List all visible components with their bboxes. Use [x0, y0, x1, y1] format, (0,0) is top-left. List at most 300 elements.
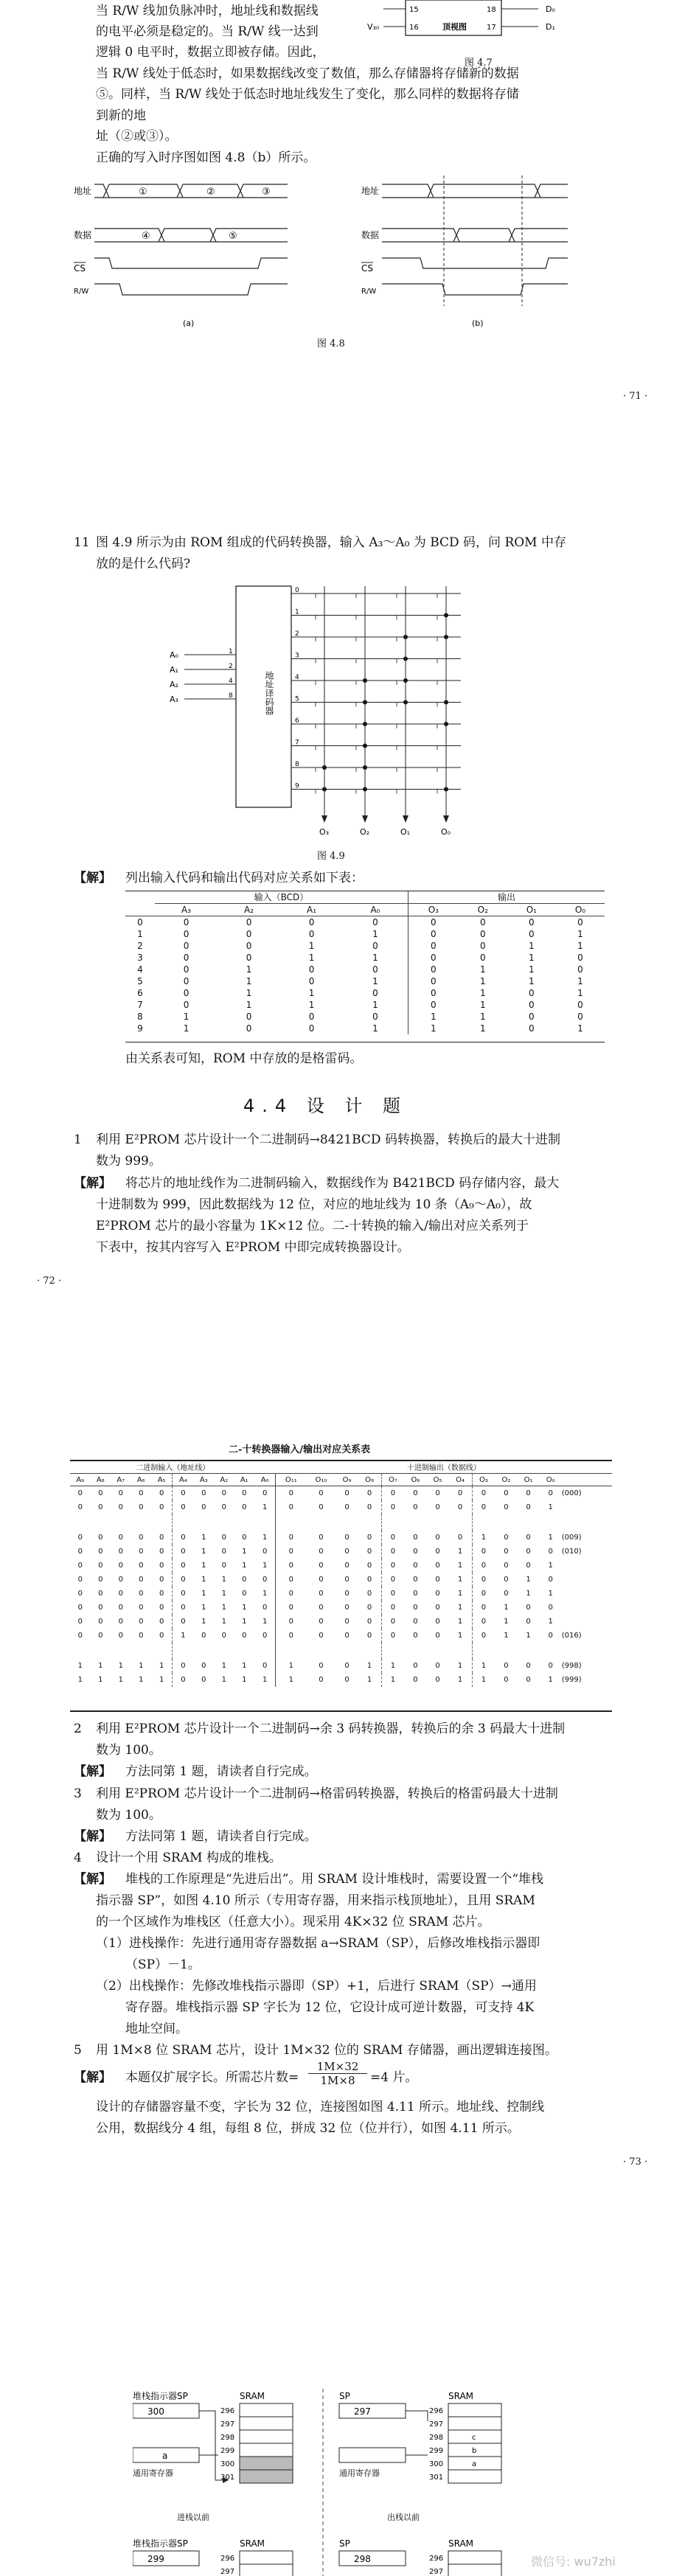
table-cell: 0	[221, 1534, 226, 1542]
table-cell: 0	[77, 1604, 83, 1612]
table-cell: 1	[457, 1548, 463, 1556]
table-cell	[91, 1643, 111, 1659]
table-cell: 0	[276, 1601, 307, 1615]
reg-label: 通用寄存器	[133, 2468, 173, 2478]
table-cell: 9	[137, 1023, 143, 1034]
text-line: （1）进栈操作：先进行通用寄存器数据 a→SRAM（SP），后修改堆栈指示器即	[96, 1936, 540, 1951]
column-header: O₁₀	[306, 1474, 335, 1486]
fig47-pin: 15	[409, 6, 419, 14]
table-cell: 0	[139, 1618, 144, 1626]
table-cell: 0	[77, 1618, 83, 1626]
sram-address: 296	[429, 2407, 444, 2415]
table-cell: 0	[408, 952, 458, 964]
table-cell: 0	[173, 1531, 194, 1545]
table-cell: (000)	[561, 1489, 582, 1497]
text-line: 指示器 SP”，如图 4.10 所示（专用寄存器，用来指示栈顶地址），且用 SRAM	[96, 1893, 535, 1908]
table-cell: 1	[262, 1534, 268, 1542]
table-cell	[381, 1514, 404, 1531]
text-line: 利用 E²PROM 芯片设计一个二进制码→余 3 码转换器，转换后的余 3 码最大十进制	[96, 1722, 566, 1736]
sram-cell	[448, 2551, 501, 2564]
sram-address: 298	[220, 2434, 235, 2442]
table-cell: 0	[183, 964, 189, 975]
row-label: 数据	[361, 230, 380, 240]
table-cell: 0	[413, 1534, 418, 1542]
table-row	[70, 1531, 612, 1545]
column-header: O₂	[459, 904, 507, 916]
table-cell	[173, 1643, 194, 1659]
table-cell: 0	[504, 1662, 509, 1670]
table-cell: 1	[479, 976, 486, 986]
text-line: 方法同第 1 题，请读者自行完成。	[125, 1829, 317, 1844]
table-cell: 0	[577, 953, 583, 963]
text-line: ⑤。同样，当 R/W 线处于低态时地址线发生了变化，那么同样的数据将存储	[96, 87, 519, 102]
sram-address: 299	[429, 2447, 444, 2455]
bin-bcd-table	[70, 1460, 612, 1687]
sram-address: 299	[220, 2447, 235, 2455]
text-line: =4 片。	[370, 2070, 418, 2085]
table-cell	[254, 1514, 276, 1531]
table-cell: 0	[529, 1000, 535, 1010]
column-header: O₂	[495, 1474, 517, 1486]
table-cell: 0	[577, 964, 583, 975]
table-cell: 0	[472, 1573, 495, 1587]
table-cell	[306, 1514, 335, 1531]
table-cell: 0	[183, 976, 189, 986]
text-line: 堆栈的工作原理是“先进后出”。用 SRAM 设计堆栈时，需要设置一个“堆栈	[125, 1872, 544, 1887]
sp-label: SP	[339, 2391, 350, 2401]
addr-mark: ③	[262, 187, 271, 198]
table-cell: 0	[183, 1000, 189, 1010]
table-cell: 0	[548, 1548, 553, 1556]
table-cell	[562, 1587, 612, 1601]
table-cell: 0	[504, 1590, 509, 1598]
table-cell: 0	[366, 1618, 372, 1626]
column-header: O₇	[381, 1474, 404, 1486]
table-cell: 0	[98, 1590, 103, 1598]
text-line: 十进制数为 999，因此数据线为 12 位，对应的地址线为 10 条（A₉～A₀），故	[96, 1197, 532, 1212]
column-header: O₃	[408, 904, 458, 916]
table-cell: 0	[526, 1618, 531, 1626]
column-header: A₀	[343, 904, 408, 916]
table-cell: 1	[457, 1662, 463, 1670]
table-cell	[404, 1643, 426, 1659]
table-cell: 1	[548, 1590, 553, 1598]
table-row	[70, 1673, 612, 1687]
table-cell: 0	[242, 1534, 247, 1542]
table-cell: 0	[173, 1601, 194, 1615]
table-cell: 0	[139, 1632, 144, 1640]
table-cell: 1	[457, 1562, 463, 1570]
table-row	[70, 1573, 612, 1587]
table-cell: 0	[183, 929, 189, 939]
table-cell	[131, 1514, 152, 1531]
table-cell	[111, 1643, 131, 1659]
input-label: A₂	[170, 680, 178, 689]
row-label: R/W	[74, 288, 89, 296]
table-cell: 0	[366, 1576, 372, 1584]
table-cell: 1	[479, 1012, 486, 1022]
table-cell: 0	[262, 1548, 268, 1556]
table-cell: 1	[457, 1632, 463, 1640]
table-cell: 0	[372, 988, 378, 998]
table-row	[70, 1486, 612, 1501]
table-cell: 0	[344, 1548, 350, 1556]
table-cell: 0	[366, 1489, 372, 1497]
table-cell: 0	[118, 1576, 123, 1584]
table-cell	[518, 1643, 540, 1659]
decoder-label: 地址译码器	[264, 671, 274, 715]
table-cell	[472, 1643, 495, 1659]
sram-address: 296	[220, 2555, 235, 2563]
panel-caption: 出栈以前	[387, 2513, 420, 2522]
sram-cell-value: a	[472, 2460, 477, 2468]
table-cell: 0	[276, 1545, 307, 1559]
table-cell: 0	[77, 1632, 83, 1640]
table-cell	[562, 1643, 612, 1659]
table-cell: 0	[381, 1486, 404, 1501]
table-row	[125, 1011, 605, 1023]
table-cell	[214, 1514, 234, 1531]
table-cell: 0	[526, 1548, 531, 1556]
fraction-bottom: 1M×8	[320, 2074, 355, 2087]
text-line: 数为 999。	[96, 1154, 161, 1169]
table-cell: 0	[118, 1590, 123, 1598]
output-arrow-icon	[443, 815, 449, 823]
column-header: O₀	[556, 904, 605, 916]
table-cell: 0	[139, 1548, 144, 1556]
table-cell: 0	[173, 1587, 194, 1601]
fig47-pin: 17	[487, 24, 496, 32]
fig47-pin: 18	[487, 6, 496, 14]
word-line-label: 0	[295, 587, 299, 594]
column-header: O₃	[472, 1474, 495, 1486]
text-line: 数为 100。	[96, 1808, 161, 1823]
text-line: 当 R/W 线加负脉冲时，地址线和数据线	[96, 4, 319, 18]
table-cell: 1	[262, 1562, 268, 1570]
table-cell: 0	[139, 1576, 144, 1584]
table-cell: 0	[98, 1562, 103, 1570]
table-cell	[336, 1514, 358, 1531]
table-cell: 1	[372, 1023, 378, 1034]
table-cell: 0	[276, 1615, 307, 1629]
table-row	[125, 916, 605, 929]
text-line: 址（②或③）。	[96, 129, 178, 144]
table-cell: 0	[504, 1576, 509, 1584]
table-cell: 1	[77, 1676, 83, 1684]
table-cell: 1	[242, 1548, 247, 1556]
column-header: O₀	[540, 1474, 562, 1486]
table-cell: 0	[526, 1534, 531, 1542]
table-cell	[404, 1514, 426, 1531]
table-cell: 0	[98, 1632, 103, 1640]
problem-number: 11	[74, 535, 90, 550]
table-cell: 1	[221, 1604, 226, 1612]
table-cell: 0	[381, 1531, 404, 1545]
table-cell: 0	[344, 1662, 350, 1670]
input-label: A₃	[170, 695, 178, 704]
text-line: 寄存器。堆栈指示器 SP 字长为 12 位，它设计成可逆计数器，可支持 4K	[125, 2000, 535, 2015]
text-line: 正确的写入时序图如图 4.8（b）所示。	[96, 150, 316, 165]
table-cell: 0	[201, 1503, 206, 1511]
sram-address: 296	[429, 2555, 444, 2563]
table-cell: 0	[159, 1590, 164, 1598]
table-cell: 0	[526, 1489, 531, 1497]
group-output-header: 输出	[408, 891, 605, 904]
column-header	[125, 904, 155, 916]
table-cell: 0	[173, 1673, 194, 1687]
table-cell	[562, 1573, 612, 1587]
table-cell: 1	[308, 941, 315, 951]
table-cell: 1	[139, 1662, 144, 1670]
table-cell: 1	[221, 1618, 226, 1626]
column-header: O₁₁	[276, 1474, 307, 1486]
table-cell: 0	[159, 1534, 164, 1542]
table-cell: 1	[201, 1534, 206, 1542]
column-header: A₆	[131, 1474, 152, 1486]
column-header: A₉	[70, 1474, 91, 1486]
table-cell: 0	[276, 1573, 307, 1587]
table-cell	[151, 1514, 173, 1531]
table-cell: 0	[139, 1489, 144, 1497]
table-cell: 0	[98, 1489, 103, 1497]
table-cell: 0	[77, 1503, 83, 1511]
output-arrow-icon	[321, 815, 327, 823]
table-cell: 0	[262, 1489, 268, 1497]
table-cell: 0	[262, 1576, 268, 1584]
table-cell: 0	[276, 1629, 307, 1643]
table-cell: 0	[526, 1503, 531, 1511]
table-cell: 1	[201, 1548, 206, 1556]
table-cell: 1	[246, 964, 252, 975]
table-cell: 0	[472, 1500, 495, 1514]
table-cell: 1	[548, 1534, 553, 1542]
table-cell: 0	[98, 1503, 103, 1511]
word-line-label: 4	[295, 674, 299, 681]
table-cell: 1	[457, 1604, 463, 1612]
table-cell: 0	[77, 1534, 83, 1542]
table-cell: 1	[242, 1562, 247, 1570]
table-cell: 0	[435, 1576, 440, 1584]
table-cell	[194, 1643, 215, 1659]
column-header: A₀	[254, 1474, 276, 1486]
table-cell	[449, 1643, 472, 1659]
sp-label: 堆栈指示器SP	[133, 2391, 188, 2401]
table-cell: 0	[262, 1604, 268, 1612]
sram-cell-value: b	[472, 2447, 477, 2455]
text-line: 的电平必须是稳定的。当 R/W 线一达到	[96, 24, 319, 39]
table-cell: 0	[319, 1548, 324, 1556]
table-cell	[540, 1643, 562, 1659]
table-cell: 1	[201, 1576, 206, 1584]
table-cell: 1	[201, 1562, 206, 1570]
sram-cell	[240, 2470, 293, 2483]
table-cell: 0	[435, 1590, 440, 1598]
table-cell: 1	[381, 1673, 404, 1687]
table-cell: 1	[366, 1676, 372, 1684]
sram-cell	[240, 2417, 293, 2430]
sram-cell	[240, 2551, 293, 2564]
table-cell: 0	[344, 1618, 350, 1626]
table-cell	[562, 1500, 612, 1514]
output-arrow-icon	[362, 815, 368, 823]
table-row	[125, 975, 605, 987]
sram-address: 301	[429, 2474, 444, 2482]
table-cell: 1	[221, 1662, 226, 1670]
table-cell: 0	[435, 1662, 440, 1670]
table-cell: 0	[308, 1023, 315, 1034]
table-cell: 0	[413, 1676, 418, 1684]
table-cell	[449, 1514, 472, 1531]
sram-label: SRAM	[448, 2538, 474, 2549]
table-cell: 0	[221, 1503, 226, 1511]
table-cell	[495, 1643, 517, 1659]
table-cell: 0	[504, 1548, 509, 1556]
sram-cell	[448, 2403, 501, 2417]
table-cell	[254, 1643, 276, 1659]
table-row	[70, 1643, 612, 1659]
table-cell: 0	[548, 1489, 553, 1497]
sram-address: 296	[220, 2407, 235, 2415]
table-cell: 6	[137, 988, 143, 998]
table-cell: 8	[137, 1012, 143, 1022]
table-cell: 0	[139, 1534, 144, 1542]
table-cell: 1	[183, 1023, 189, 1034]
table-cell: 0	[173, 1659, 194, 1673]
table-cell	[91, 1514, 111, 1531]
table-row	[125, 1023, 605, 1034]
table-cell: 0	[221, 1562, 226, 1570]
table-cell: 0	[308, 964, 315, 975]
table-cell: 0	[381, 1615, 404, 1629]
sp-label: SP	[339, 2538, 350, 2549]
table-cell	[173, 1514, 194, 1531]
table-cell: 0	[413, 1562, 418, 1570]
row-label: CS	[74, 263, 86, 274]
table-cell: 0	[159, 1618, 164, 1626]
table-cell: 0	[529, 929, 535, 939]
table-cell: 0	[577, 917, 583, 927]
table-cell: 0	[408, 940, 458, 952]
column-header: O₈	[358, 1474, 381, 1486]
table-cell	[70, 1643, 91, 1659]
table-cell: 1	[472, 1659, 495, 1673]
table-cell: 0	[201, 1676, 206, 1684]
table-cell: 0	[319, 1632, 324, 1640]
table-cell: 0	[529, 917, 535, 927]
input-label: A₀	[170, 650, 178, 660]
table-cell: 0	[344, 1632, 350, 1640]
table-cell: 1	[408, 1023, 458, 1034]
table-cell: 0	[183, 917, 189, 927]
table-cell: 0	[413, 1590, 418, 1598]
table-cell: 0	[276, 1486, 307, 1501]
table-cell: 1	[308, 1000, 315, 1010]
table-cell: 1	[548, 1676, 553, 1684]
table-cell: 0	[319, 1604, 324, 1612]
sram-cell	[240, 2457, 293, 2470]
table-cell: 0	[173, 1486, 194, 1501]
section-title: 4.4 设 计 题	[243, 1096, 408, 1116]
table-cell: 0	[472, 1629, 495, 1643]
table-row	[70, 1659, 612, 1673]
table-cell: 0	[319, 1618, 324, 1626]
table-cell: 0	[262, 1632, 268, 1640]
table-cell: 1	[159, 1676, 164, 1684]
table-cell: 0	[137, 917, 143, 927]
table-cell: 1	[372, 953, 378, 963]
table-cell: 0	[319, 1489, 324, 1497]
text-line: 方法同第 1 题，请读者自行完成。	[125, 1764, 317, 1779]
table-cell: 1	[137, 929, 143, 939]
page-number: · 71 ·	[623, 391, 648, 402]
table-cell: 0	[457, 1489, 463, 1497]
answer-tag: 【解】	[74, 1872, 111, 1887]
fraction-top: 1M×32	[308, 2060, 367, 2074]
table-cell: 0	[344, 1604, 350, 1612]
table-cell: 1	[183, 1012, 189, 1022]
fraction	[308, 2060, 367, 2087]
column-header	[562, 1474, 612, 1486]
table-cell: 0	[457, 1503, 463, 1511]
row-label: 地址	[361, 186, 380, 196]
text-line: 下表中，按其内容写入 E²PROM 中即完成转换器设计。	[96, 1240, 410, 1255]
table-cell: 0	[173, 1500, 194, 1514]
table-cell: 0	[159, 1562, 164, 1570]
column-header: A₃	[155, 904, 218, 916]
table-cell: 0	[98, 1534, 103, 1542]
table-cell	[214, 1643, 234, 1659]
group-output-header: 十进制输出（数据线）	[276, 1460, 612, 1474]
table-cell: 1	[479, 1000, 486, 1010]
table-cell: 1	[242, 1604, 247, 1612]
sram-label: SRAM	[240, 2391, 265, 2401]
table-cell: 0	[548, 1604, 553, 1612]
table-cell: 0	[408, 916, 458, 929]
table-cell: 1	[548, 1618, 553, 1626]
column-header: A₂	[218, 904, 280, 916]
table-cell: 0	[529, 1012, 535, 1022]
table-cell	[70, 1514, 91, 1531]
table-cell: 0	[242, 1503, 247, 1511]
table-cell: 0	[159, 1576, 164, 1584]
table-cell: 0	[118, 1618, 123, 1626]
table-cell: 0	[526, 1676, 531, 1684]
table-cell: 0	[408, 999, 458, 1011]
conclusion-text: 由关系表可知，ROM 中存放的是格雷码。	[125, 1051, 363, 1066]
table-cell: 0	[201, 1632, 206, 1640]
table-cell: 0	[242, 1590, 247, 1598]
table-cell: 0	[366, 1590, 372, 1598]
column-header: A₅	[151, 1474, 173, 1486]
table-cell: 1	[242, 1618, 247, 1626]
sub-caption: (a)	[183, 318, 195, 328]
table-cell: 1	[201, 1590, 206, 1598]
table-cell: 0	[381, 1545, 404, 1559]
sp-label: 堆栈指示器SP	[133, 2538, 188, 2549]
sram-address: 300	[220, 2460, 235, 2468]
question-number: 2	[74, 1722, 82, 1736]
sram-address: 297	[429, 2568, 444, 2576]
fig47-left-label: V₃₀	[367, 22, 380, 32]
table-cell: 1	[479, 964, 486, 975]
table-cell: 1	[504, 1618, 509, 1626]
table-cell: 1	[577, 976, 583, 986]
page-number: · 72 ·	[37, 1275, 62, 1287]
table-cell: 1	[526, 1632, 531, 1640]
table-cell: 0	[276, 1587, 307, 1601]
table-cell: 0	[77, 1548, 83, 1556]
table-cell: 0	[408, 987, 458, 999]
